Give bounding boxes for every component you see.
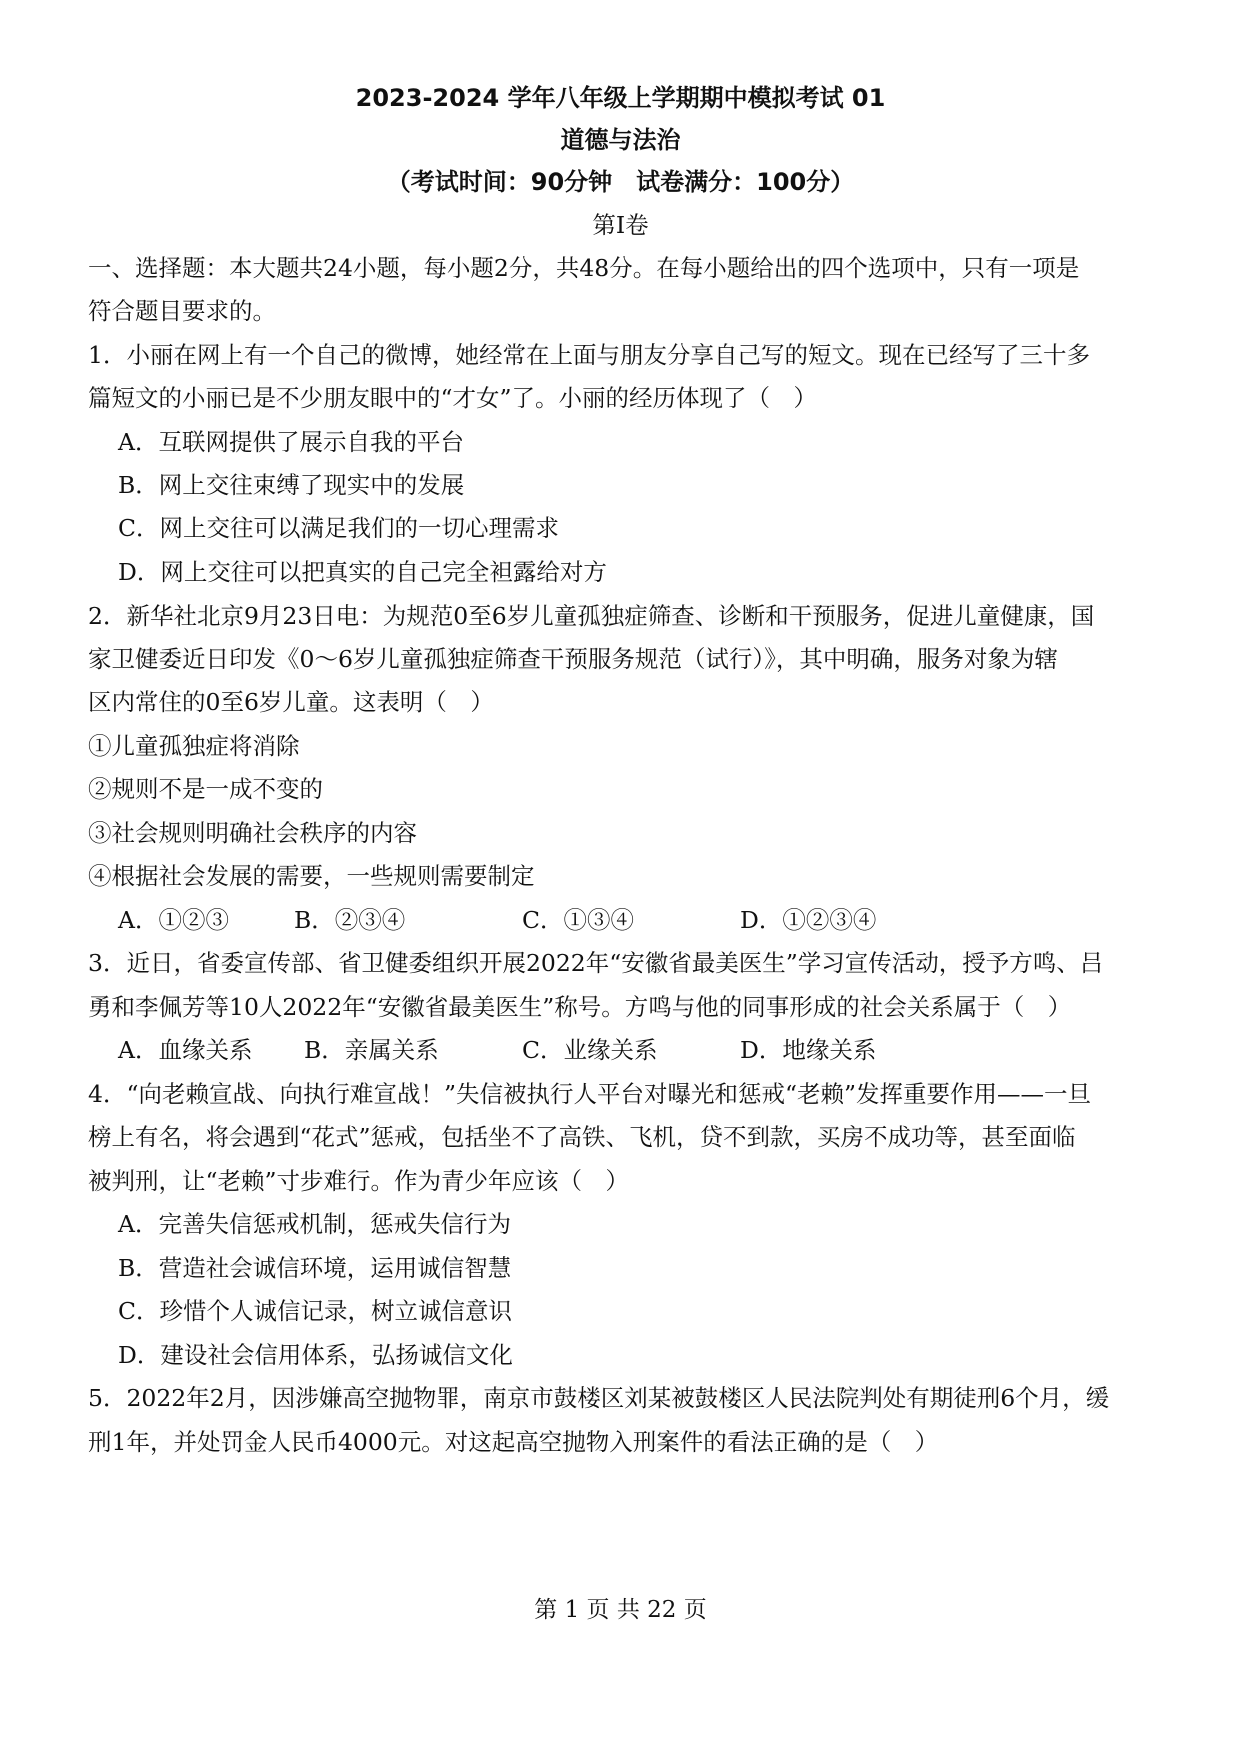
subject-title: 道德与法治 [560,126,681,154]
q3-option-a: A．血缘关系 [118,1036,253,1064]
exam-info: （考试时间：90分钟 试卷满分：100分） [386,168,855,196]
q5-stem-line2: 刑1年，并处罚金人民币4000元。对这起高空抛物入刑案件的看法正确的是（ ） [88,1428,939,1456]
q4-option-c: C．珍惜个人诚信记录，树立诚信意识 [118,1297,512,1325]
page-title: 2023-2024 学年八年级上学期期中模拟考试 01 [355,84,886,112]
page-number: 第 1 页 共 22 页 [534,1597,707,1623]
q1-stem-line2: 篇短文的小丽已是不少朋友眼中的“才女”了。小丽的经历体现了（ ） [88,384,818,412]
q1-option-d: D．网上交往可以把真实的自己完全袒露给对方 [118,558,607,586]
q2-option-c: C．①③④ [522,906,634,934]
section-instruction-line2: 符合题目要求的。 [88,297,276,325]
q2-stem-line3: 区内常住的0至6岁儿童。这表明（ ） [88,688,494,716]
q2-statement-3: ③社会规则明确社会秩序的内容 [88,819,417,847]
q3-stem-line2: 勇和李佩芳等10人2022年“安徽省最美医生”称号。方鸣与他的同事形成的社会关系属于（ ） [88,993,1072,1021]
q3-option-c: C．业缘关系 [522,1036,658,1064]
q2-stem-line2: 家卫健委近日印发《0～6岁儿童孤独症筛查干预服务规范（试行）》，其中明确，服务对象为辖 [88,645,1058,673]
q3-stem-line1: 3．近日，省委宣传部、省卫健委组织开展2022年“安徽省最美医生”学习宣传活动，授予方鸣、吕 [88,949,1104,977]
q2-stem-line1: 2．新华社北京9月23日电：为规范0至6岁儿童孤独症筛查、诊断和干预服务，促进儿童健康，国 [88,602,1095,630]
q4-option-a: A．完善失信惩戒机制，惩戒失信行为 [118,1210,511,1238]
q4-stem-line3: 被判刑，让“老赖”寸步难行。作为青少年应该（ ） [88,1167,630,1195]
q2-statement-1: ①儿童孤独症将消除 [88,732,300,760]
q4-option-b: B．营造社会诚信环境，运用诚信智慧 [118,1254,512,1282]
q3-option-d: D．地缘关系 [740,1036,877,1064]
q5-stem-line1: 5．2022年2月，因涉嫌高空抛物罪，南京市鼓楼区刘某被鼓楼区人民法院判处有期徒刑6个月，缓 [88,1384,1110,1412]
q2-option-a: A．①②③ [118,906,229,934]
q4-stem-line1: 4．“向老赖宣战、向执行难宣战！”失信被执行人平台对曝光和惩戒“老赖”发挥重要作用——一旦 [88,1080,1092,1108]
q3-option-b: B．亲属关系 [304,1036,439,1064]
q4-stem-line2: 榜上有名，将会遇到“花式”惩戒，包括坐不了高铁、飞机，贷不到款，买房不成功等，甚至面临 [88,1123,1076,1151]
q1-option-c: C．网上交往可以满足我们的一切心理需求 [118,514,559,542]
section-instruction-line1: 一、选择题：本大题共24小题，每小题2分，共48分。在每小题给出的四个选项中，只有一项是 [88,254,1080,282]
q4-option-d: D．建设社会信用体系，弘扬诚信文化 [118,1341,513,1369]
q2-statement-4: ④根据社会发展的需要，一些规则需要制定 [88,862,535,890]
q2-option-d: D．①②③④ [740,906,877,934]
q2-statement-2: ②规则不是一成不变的 [88,775,323,803]
q1-option-b: B．网上交往束缚了现实中的发展 [118,471,465,499]
q1-stem-line1: 1．小丽在网上有一个自己的微博，她经常在上面与朋友分享自己写的短文。现在已经写了三十多 [88,341,1090,369]
q2-option-b: B．②③④ [294,906,406,934]
q1-option-a: A．互联网提供了展示自我的平台 [118,428,464,456]
volume-label: 第I卷 [592,211,649,239]
